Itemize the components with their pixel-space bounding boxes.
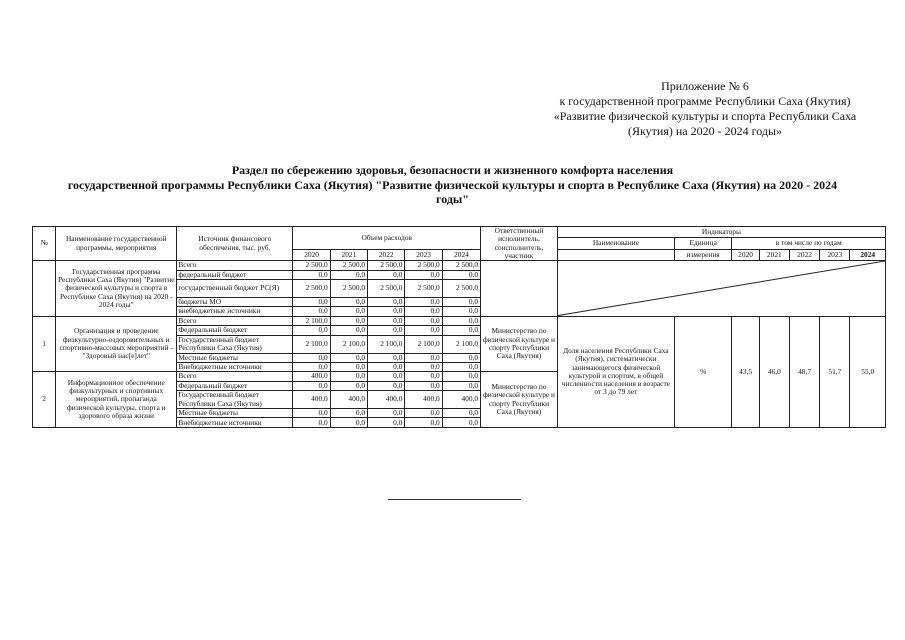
header-by-years: в том числе по годам [732,238,886,250]
value-cell: 0,0 [442,418,480,427]
section-title-line-1: Раздел по сбережению здоровья, безопасности и жизненного комфорта населения [231,163,674,177]
value-cell: 0,0 [330,418,367,427]
value-cell: 2 100,0 [330,335,367,353]
source-cell: государственный бюджет РС(Я) [177,279,293,297]
indicator-value: 55,0 [850,316,886,427]
appendix-line-2: к государственной программе Республики Саха (Якутия) [559,94,851,108]
value-cell: 0,0 [368,362,405,371]
value-cell: 0,0 [330,372,367,381]
header-indicators: Индикаторы [557,227,885,238]
value-cell: 0,0 [442,316,480,325]
value-cell: 0,0 [442,381,480,390]
value-cell: 0,0 [293,362,330,371]
appendix-line-4: (Якутия) на 2020 - 2024 годы» [627,124,783,138]
value-cell: 0,0 [293,353,330,362]
event-no: 2 [33,372,56,428]
header-year: 2021 [330,250,367,261]
value-cell: 0,0 [405,270,442,279]
program-indicator-crossed-cell [557,261,885,317]
value-cell: 0,0 [330,316,367,325]
value-cell: 0,0 [330,409,367,418]
value-cell: 2 100,0 [405,335,442,353]
value-cell: 2 100,0 [442,335,480,353]
program-name: Государственная программа Республики Саха (Якутия) "Развитие физической культуры и спорта в Республике Саха (Якутия) на 2020 - 2024 годы" [56,261,177,317]
header-indicator-name-bottom [557,250,674,261]
value-cell: 0,0 [330,307,367,316]
value-cell: 0,0 [405,316,442,325]
footer-divider [388,499,521,500]
value-cell: 0,0 [405,326,442,335]
value-cell: 0,0 [405,362,442,371]
value-cell: 0,0 [368,372,405,381]
value-cell: 2 500,0 [368,261,405,270]
header-indicator-year: 2020 [732,250,759,261]
source-cell: Внебюджетные источники [177,362,293,371]
value-cell: 0,0 [442,307,480,316]
source-cell: Местные бюджеты [177,409,293,418]
value-cell: 0,0 [293,381,330,390]
value-cell: 0,0 [405,297,442,306]
source-cell: Федеральный бюджет [177,326,293,335]
event-responsible: Министерство по физической культуре и спорту Республики Саха (Якутия) [481,372,558,428]
header-unit-top: Единица [674,238,732,250]
value-cell: 0,0 [368,409,405,418]
appendix-header [520,79,890,139]
value-cell: 0,0 [405,381,442,390]
table-row [33,316,886,325]
event-responsible: Министерство по физической культуре и спорту Республики Саха (Якутия) [481,316,558,372]
value-cell: 400,0 [368,391,405,409]
value-cell: 0,0 [368,297,405,306]
value-cell: 0,0 [368,270,405,279]
value-cell: 0,0 [330,353,367,362]
source-cell: Всего [177,372,293,381]
value-cell: 400,0 [293,372,330,381]
header-unit-bottom: измерения [674,250,732,261]
value-cell: 400,0 [330,391,367,409]
indicator-value: 51,7 [820,316,850,427]
header-indicator-year: 2022 [789,250,819,261]
header-expenses: Объем расходов [293,227,481,250]
value-cell: 2 500,0 [293,261,330,270]
source-cell: Местные бюджеты [177,353,293,362]
program-responsible-cell [481,261,558,317]
value-cell: 0,0 [442,326,480,335]
value-cell: 0,0 [368,381,405,390]
indicator-unit: % [674,316,732,427]
source-cell: федеральный бюджет [177,270,293,279]
header-year: 2024 [442,250,480,261]
value-cell: 0,0 [442,297,480,306]
value-cell: 0,0 [405,307,442,316]
value-cell: 0,0 [405,418,442,427]
value-cell: 0,0 [368,316,405,325]
value-cell: 0,0 [405,353,442,362]
value-cell: 2 500,0 [442,279,480,297]
value-cell: 0,0 [293,307,330,316]
header-indicator-year: 2024 [850,250,886,261]
value-cell: 0,0 [330,297,367,306]
header-indicator-year: 2023 [820,250,850,261]
value-cell: 2 500,0 [405,261,442,270]
expenses-table [32,226,886,428]
value-cell: 0,0 [368,353,405,362]
value-cell: 0,0 [330,362,367,371]
value-cell: 2 100,0 [293,335,330,353]
value-cell: 2 500,0 [442,261,480,270]
value-cell: 0,0 [442,409,480,418]
value-cell: 0,0 [442,372,480,381]
value-cell: 0,0 [330,270,367,279]
value-cell: 0,0 [442,353,480,362]
value-cell: 2 500,0 [330,261,367,270]
source-cell: Всего [177,316,293,325]
header-year: 2022 [368,250,405,261]
header-indicator-name: Наименование [557,238,674,250]
indicator-name: Доля населения Республики Саха (Якутия), систематически занимающегося физической культурой и спортом, в общей численности населения в возрасте от 3 до 79 лет [557,316,674,427]
value-cell: 2 500,0 [405,279,442,297]
value-cell: 0,0 [368,307,405,316]
source-cell: внебюджетные источники [177,307,293,316]
value-cell: 2 100,0 [368,335,405,353]
value-cell: 0,0 [405,372,442,381]
source-cell: Государственный бюджет Республики Саха (Якутия) [177,391,293,409]
header-year: 2020 [293,250,330,261]
value-cell: 0,0 [368,418,405,427]
value-cell: 0,0 [442,362,480,371]
indicator-value: 48,7 [789,316,819,427]
event-name: Информационное обеспечение физкультурных и спортивных мероприятий, пропаганда физической культуры, спорта и здорового образа жизни [56,372,177,428]
value-cell: 0,0 [293,326,330,335]
header-responsible: Ответственный исполнитель, соисполнитель, участник [481,227,558,261]
header-name: Наименование государственной программы, мероприятия [56,227,177,261]
value-cell: 2 100,0 [293,316,330,325]
appendix-line-1: Приложение № 6 [661,79,749,93]
value-cell: 0,0 [442,270,480,279]
source-cell: Всего [177,261,293,270]
table-row [33,261,886,270]
header-source: Источник финансового обеспечения, тыс. руб. [177,227,293,261]
section-title [25,163,880,207]
value-cell: 2 500,0 [368,279,405,297]
event-no: 1 [33,316,56,372]
value-cell: 0,0 [293,409,330,418]
value-cell: 400,0 [442,391,480,409]
source-cell: Внебюджетные источники [177,418,293,427]
value-cell: 0,0 [293,418,330,427]
section-title-line-3: годы" [436,192,469,206]
indicator-value: 43,5 [732,316,759,427]
value-cell: 400,0 [405,391,442,409]
value-cell: 0,0 [293,270,330,279]
table-header-row-1 [33,227,886,238]
value-cell: 0,0 [330,381,367,390]
value-cell: 0,0 [330,326,367,335]
header-indicator-year: 2021 [759,250,789,261]
event-name: Организация и проведение физкультурно-оздоровительных и спортивно-массовых мероприятий - "Здоровый нас[е]лет" [56,316,177,372]
indicator-value: 46,0 [759,316,789,427]
value-cell: 2 500,0 [293,279,330,297]
value-cell: 2 500,0 [330,279,367,297]
header-year: 2023 [405,250,442,261]
source-cell: бюджеты МО [177,297,293,306]
diagonal-line [558,261,885,316]
source-cell: Государственный бюджет Республики Саха (Якутия) [177,335,293,353]
appendix-line-3: «Развитие физической культуры и спорта Республики Саха [553,109,857,123]
value-cell: 0,0 [368,326,405,335]
header-no: № [33,227,56,261]
program-no-cell [33,261,56,317]
value-cell: 0,0 [293,297,330,306]
value-cell: 400,0 [293,391,330,409]
source-cell: Федеральный бюджет [177,381,293,390]
section-title-line-2: государственной программы Республики Саха (Якутия) "Развитие физической культуры и спорта в Республике Саха (Якутия) на 2020 - 2024 [67,177,838,192]
value-cell: 0,0 [405,409,442,418]
